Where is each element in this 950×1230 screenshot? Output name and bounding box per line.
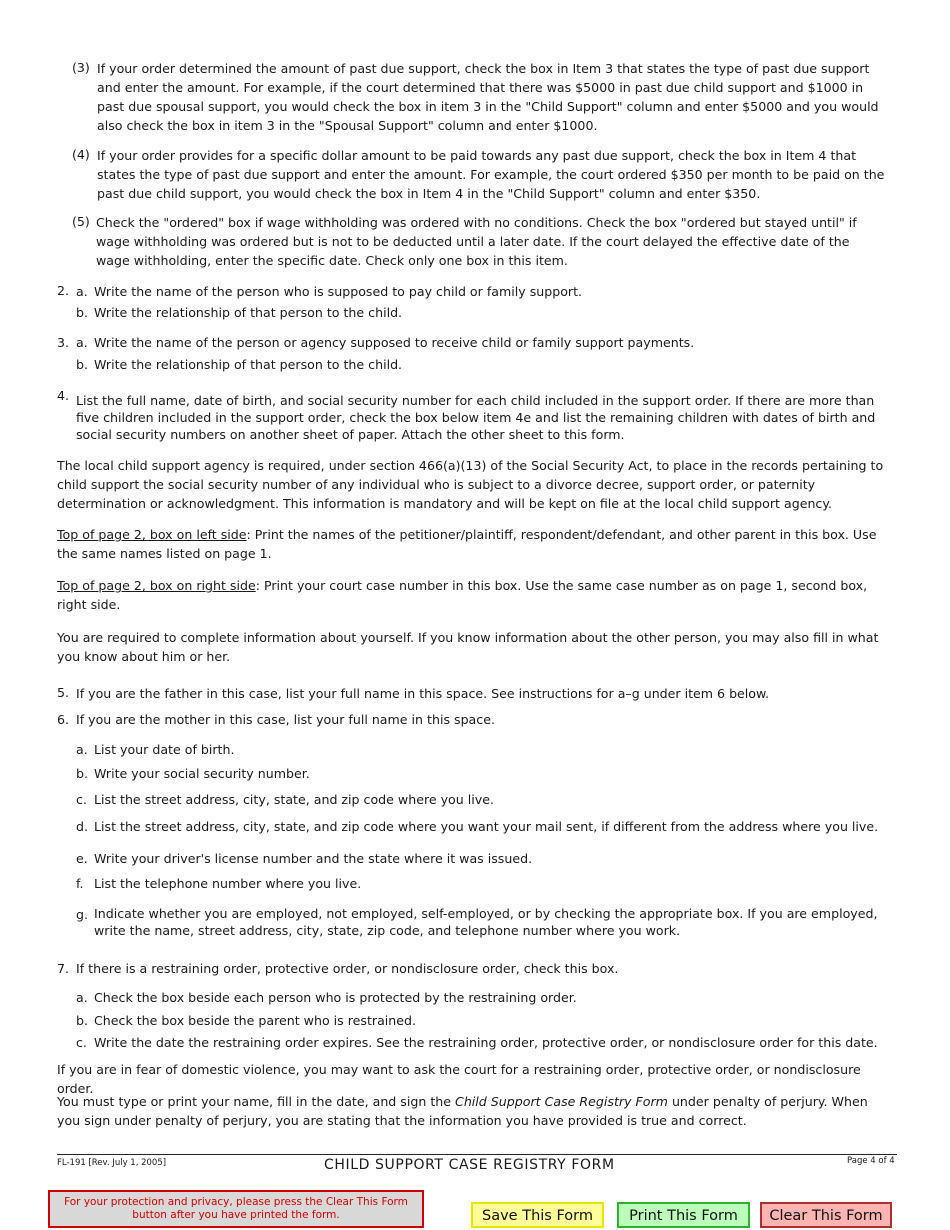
item-7-number: 7. [57,961,70,976]
item-4-text: List the full name, date of birth, and social security number for each child included in the support order. If there are more than five children included in the support order, check the box below item 4e and list the remaining children with dates of birth and social security numbers on another sheet of paper. Attach the other sheet to this form. [76,393,876,442]
item-6f-label: f. [76,876,84,891]
page-number: Page 4 of 4 [847,1156,895,1166]
item-6a-label: a. [76,742,88,757]
required-info-paragraph: You are required to complete information about yourself. If you know information about the other person, you may also fill in what you know about him or her. [57,630,879,664]
ssa-paragraph: The local child support agency is required, under section 466(a)(13) of the Social Security Act, to place in the records pertaining to child support the social security number of any individual who is subject to a divorce decree, support order, or paternity determination or acknowledgment. This information is mandatory and will be kept on file at the local child support agency. [57,458,884,511]
item-6b-text: Write your social security number. [94,766,310,781]
item-6e-label: e. [76,851,88,866]
item-1-5-number: (5) [72,214,90,229]
item-7b-label: b. [76,1013,88,1028]
item-6a-text: List your date of birth. [94,742,235,757]
item-6g-text: Indicate whether you are employed, not employed, self-employed, or by checking the appropriate box. If you are employed, write the name, street address, city, state, zip code, and telephone number where you work. [94,906,878,938]
clear-form-button[interactable]: Clear This Form [760,1202,892,1228]
item-1-5-text: Check the "ordered" box if wage withholding was ordered with no conditions. Check the box "ordered but stayed until" if wage withholding was ordered but is not to be deducted until a later date. If the court delayed the effective date of the wage withholding, enter the specific date. Check only one box in this item. [96,215,857,268]
item-3b-label: b. [76,357,88,372]
item-6b-label: b. [76,766,88,781]
domestic-violence-paragraph: If you are in fear of domestic violence, you may want to ask the court for a restraining order, protective order, or nondisclosure order. [57,1062,861,1096]
footer-rule [57,1154,897,1155]
print-form-button[interactable]: Print This Form [617,1202,750,1228]
item-2b-text: Write the relationship of that person to the child. [94,305,403,320]
item-2b-label: b. [76,305,88,320]
item-6d-text: List the street address, city, state, and zip code where you want your mail sent, if different from the address where you live. [94,819,879,834]
signature-paragraph: You must type or print your name, fill in the date, and sign the Child Support Case Registry Form under penalty of perjury. When you sign under penalty of perjury, you are stating that the information you have provided is true and correct. [57,1094,868,1128]
item-5-text: If you are the father in this case, list your full name in this space. See instructions for a–g under item 6 below. [76,686,770,701]
item-6f-text: List the telephone number where you live. [94,876,362,891]
form-name-italic: Child Support Case Registry Form [455,1094,668,1109]
item-2a-text: Write the name of the person who is supposed to pay child or family support. [94,284,583,299]
item-6c-label: c. [76,792,87,807]
item-1-3-number: (3) [72,60,90,75]
item-7-text: If there is a restraining order, protective order, or nondisclosure order, check this box. [76,961,619,976]
item-7c-text: Write the date the restraining order expires. See the restraining order, protective order, or nondisclosure order for this date. [94,1035,878,1050]
item-7c-label: c. [76,1035,87,1050]
item-6e-text: Write your driver's license number and the state where it was issued. [94,851,533,866]
item-3b-text: Write the relationship of that person to the child. [94,357,403,372]
save-form-button[interactable]: Save This Form [471,1202,604,1228]
item-2-number: 2. [57,283,70,298]
page2-left-box-paragraph: Top of page 2, box on left side: Print the names of the petitioner/plaintiff, respondent/defendant, and other parent in this box. Use the same names listed on page 1. [57,527,877,561]
form-title: CHILD SUPPORT CASE REGISTRY FORM [324,1157,615,1173]
form-id: FL-191 [Rev. July 1, 2005] [57,1158,167,1168]
page2-left-box-heading: Top of page 2, box on left side [57,527,247,542]
item-1-4-text: If your order provides for a specific dollar amount to be paid towards any past due support, check the box in Item 4 that states the type of past due support and enter the amount. For example, the court ordered $350 per month to be paid on the past due child support, you would check the box in Item 4 in the "Child Support" column and enter $350. [97,148,885,201]
item-3a-text: Write the name of the person or agency supposed to receive child or family support payments. [94,335,695,350]
item-1-3-text: If your order determined the amount of past due support, check the box in Item 3 that states the type of past due support and enter the amount. For example, if the court determined that there was $5000 in past due child support and $1000 in past due spousal support, you would check the box in item 3 in the "Child Support" column and enter $5000 and you would also check the box in item 3 in the "Spousal Support" column and enter $1000. [97,61,879,133]
item-5-number: 5. [57,685,70,700]
item-6g-label: g. [76,907,88,922]
item-3a-label: a. [76,335,88,350]
item-4-number: 4. [57,388,70,403]
item-2a-label: a. [76,284,88,299]
page2-right-box-paragraph: Top of page 2, box on right side: Print your court case number in this box. Use the same case number as on page 1, second box, right side. [57,578,868,612]
item-3-number: 3. [57,335,70,350]
item-1-4-number: (4) [72,147,90,162]
item-6-text: If you are the mother in this case, list your full name in this space. [76,712,495,727]
item-6-number: 6. [57,712,70,727]
item-7a-label: a. [76,990,88,1005]
item-6d-label: d. [76,819,88,834]
item-6c-text: List the street address, city, state, and zip code where you live. [94,792,494,807]
item-7a-text: Check the box beside each person who is protected by the restraining order. [94,990,577,1005]
item-7b-text: Check the box beside the parent who is restrained. [94,1013,417,1028]
page2-right-box-heading: Top of page 2, box on right side [57,578,256,593]
privacy-notice: For your protection and privacy, please press the Clear This Form button after you have printed the form. [48,1190,424,1228]
